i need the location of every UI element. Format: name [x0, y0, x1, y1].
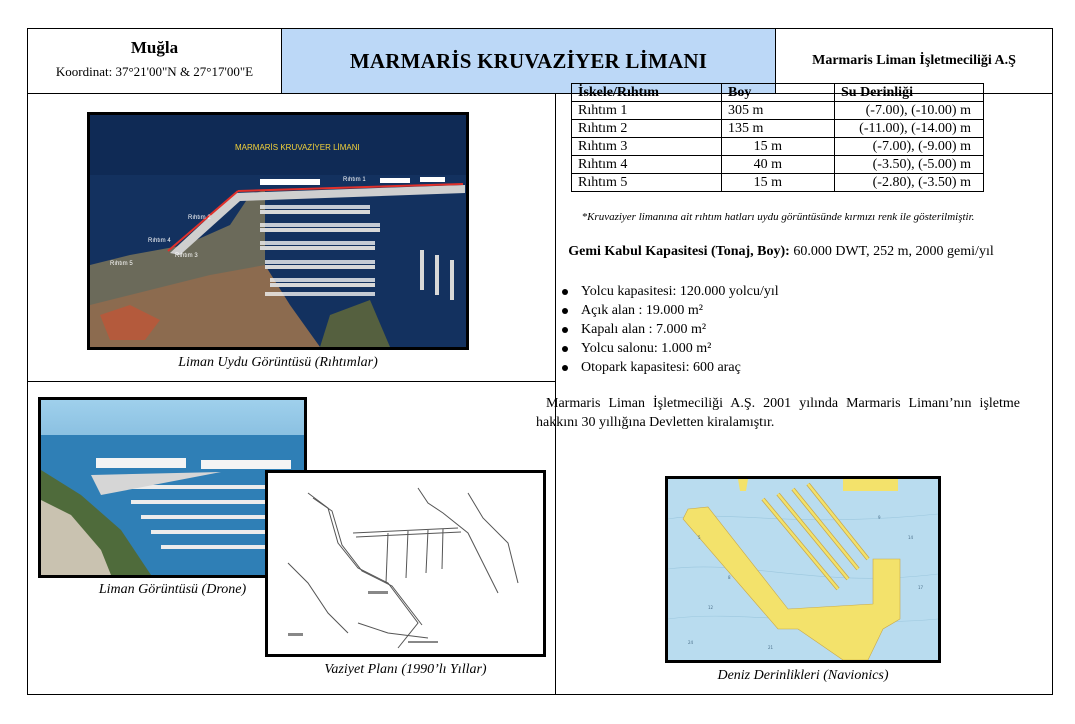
berth-table: [571, 83, 984, 192]
svg-text:17: 17: [918, 585, 924, 590]
facility-list: [558, 282, 779, 377]
satellite-label-1: Rıhtım 1: [343, 177, 366, 183]
table-header-row: [572, 84, 984, 102]
table-cell: Rıhtım 3: [572, 138, 722, 156]
operator-paragraph: Marmaris Liman İşletmeciliği A.Ş. 2001 yılında Marmaris Limanı’nın işletme hakkını 30 yıllığına Devletten kiralamıştır.: [536, 396, 1020, 430]
capacity-value: 60.000 DWT, 252 m, 2000 gemi/yıl: [789, 244, 994, 259]
page-title: MARMARİS KRUVAZİYER LİMANI: [349, 48, 708, 73]
svg-text:9: 9: [878, 515, 881, 520]
table-cell: (-3.50), (-5.00) m: [835, 156, 984, 174]
svg-text:12: 12: [708, 605, 714, 610]
svg-text:21: 21: [768, 645, 774, 650]
satellite-label-4: Rıhtım 4: [148, 238, 171, 244]
list-item: Yolcu salonu: 1.000 m²: [558, 339, 779, 358]
table-cell: (-11.00), (-14.00) m: [835, 120, 984, 138]
table-row: [572, 174, 984, 192]
site-plan-image: [265, 470, 546, 657]
satellite-label-2: Rıhtım 2: [188, 215, 211, 221]
drone-caption: Liman Görüntüsü (Drone): [98, 582, 247, 597]
capacity-line: [538, 244, 1024, 260]
svg-text:14: 14: [908, 535, 914, 540]
table-cell: (-7.00), (-10.00) m: [835, 102, 984, 120]
site-plan-caption: Vaziyet Planı (1990’lı Yıllar): [324, 662, 487, 677]
table-cell: Rıhtım 2: [572, 120, 722, 138]
table-cell: 15 m: [722, 138, 835, 156]
table-row: [572, 102, 984, 120]
satellite-caption: Liman Uydu Görüntüsü (Rıhtımlar): [178, 355, 378, 370]
svg-text:5: 5: [698, 535, 701, 540]
table-row: [572, 138, 984, 156]
depth-chart-caption: Deniz Derinlikleri (Navionics): [717, 668, 889, 683]
satellite-image: [87, 112, 469, 350]
list-item: Otopark kapasitesi: 600 araç: [558, 358, 779, 377]
table-cell: (-7.00), (-9.00) m: [835, 138, 984, 156]
table-cell: 15 m: [722, 174, 835, 192]
table-row: [572, 120, 984, 138]
header-location: [28, 29, 282, 94]
svg-text:8: 8: [728, 575, 731, 580]
list-item: Yolcu kapasitesi: 120.000 yolcu/yıl: [558, 282, 779, 301]
table-cell: Rıhtım 1: [572, 102, 722, 120]
city-name: Muğla: [130, 38, 179, 57]
operator-name: Marmaris Liman İşletmeciliği A.Ş: [812, 53, 1016, 68]
list-item: Açık alan : 19.000 m²: [558, 301, 779, 320]
horizontal-divider: [28, 381, 555, 382]
svg-text:24: 24: [688, 640, 694, 645]
table-cell: 135 m: [722, 120, 835, 138]
depth-chart-image: [665, 476, 941, 663]
satellite-label-3: Rıhtım 3: [175, 253, 198, 259]
coordinates: Koordinat: 37°21'00"N & 27°17'00"E: [55, 64, 254, 79]
table-header: İskele/Rıhtım: [572, 84, 722, 102]
capacity-label: Gemi Kabul Kapasitesi (Tonaj, Boy):: [568, 244, 790, 259]
footnote: *Kruvaziyer limanına ait rıhtım hatları uydu görüntüsünde kırmızı renk ile gösterilmiştir.: [581, 211, 975, 223]
table-header: Su Derinliği: [835, 84, 984, 102]
satellite-label-5: Rıhtım 5: [110, 261, 133, 267]
table-cell: Rıhtım 4: [572, 156, 722, 174]
table-cell: Rıhtım 5: [572, 174, 722, 192]
table-header: Boy: [722, 84, 835, 102]
list-item: Kapalı alan : 7.000 m²: [558, 320, 779, 339]
table-row: [572, 156, 984, 174]
satellite-overlay-title: MARMARİS KRUVAZİYER LİMANI: [235, 143, 360, 152]
table-cell: 40 m: [722, 156, 835, 174]
table-cell: (-2.80), (-3.50) m: [835, 174, 984, 192]
table-cell: 305 m: [722, 102, 835, 120]
